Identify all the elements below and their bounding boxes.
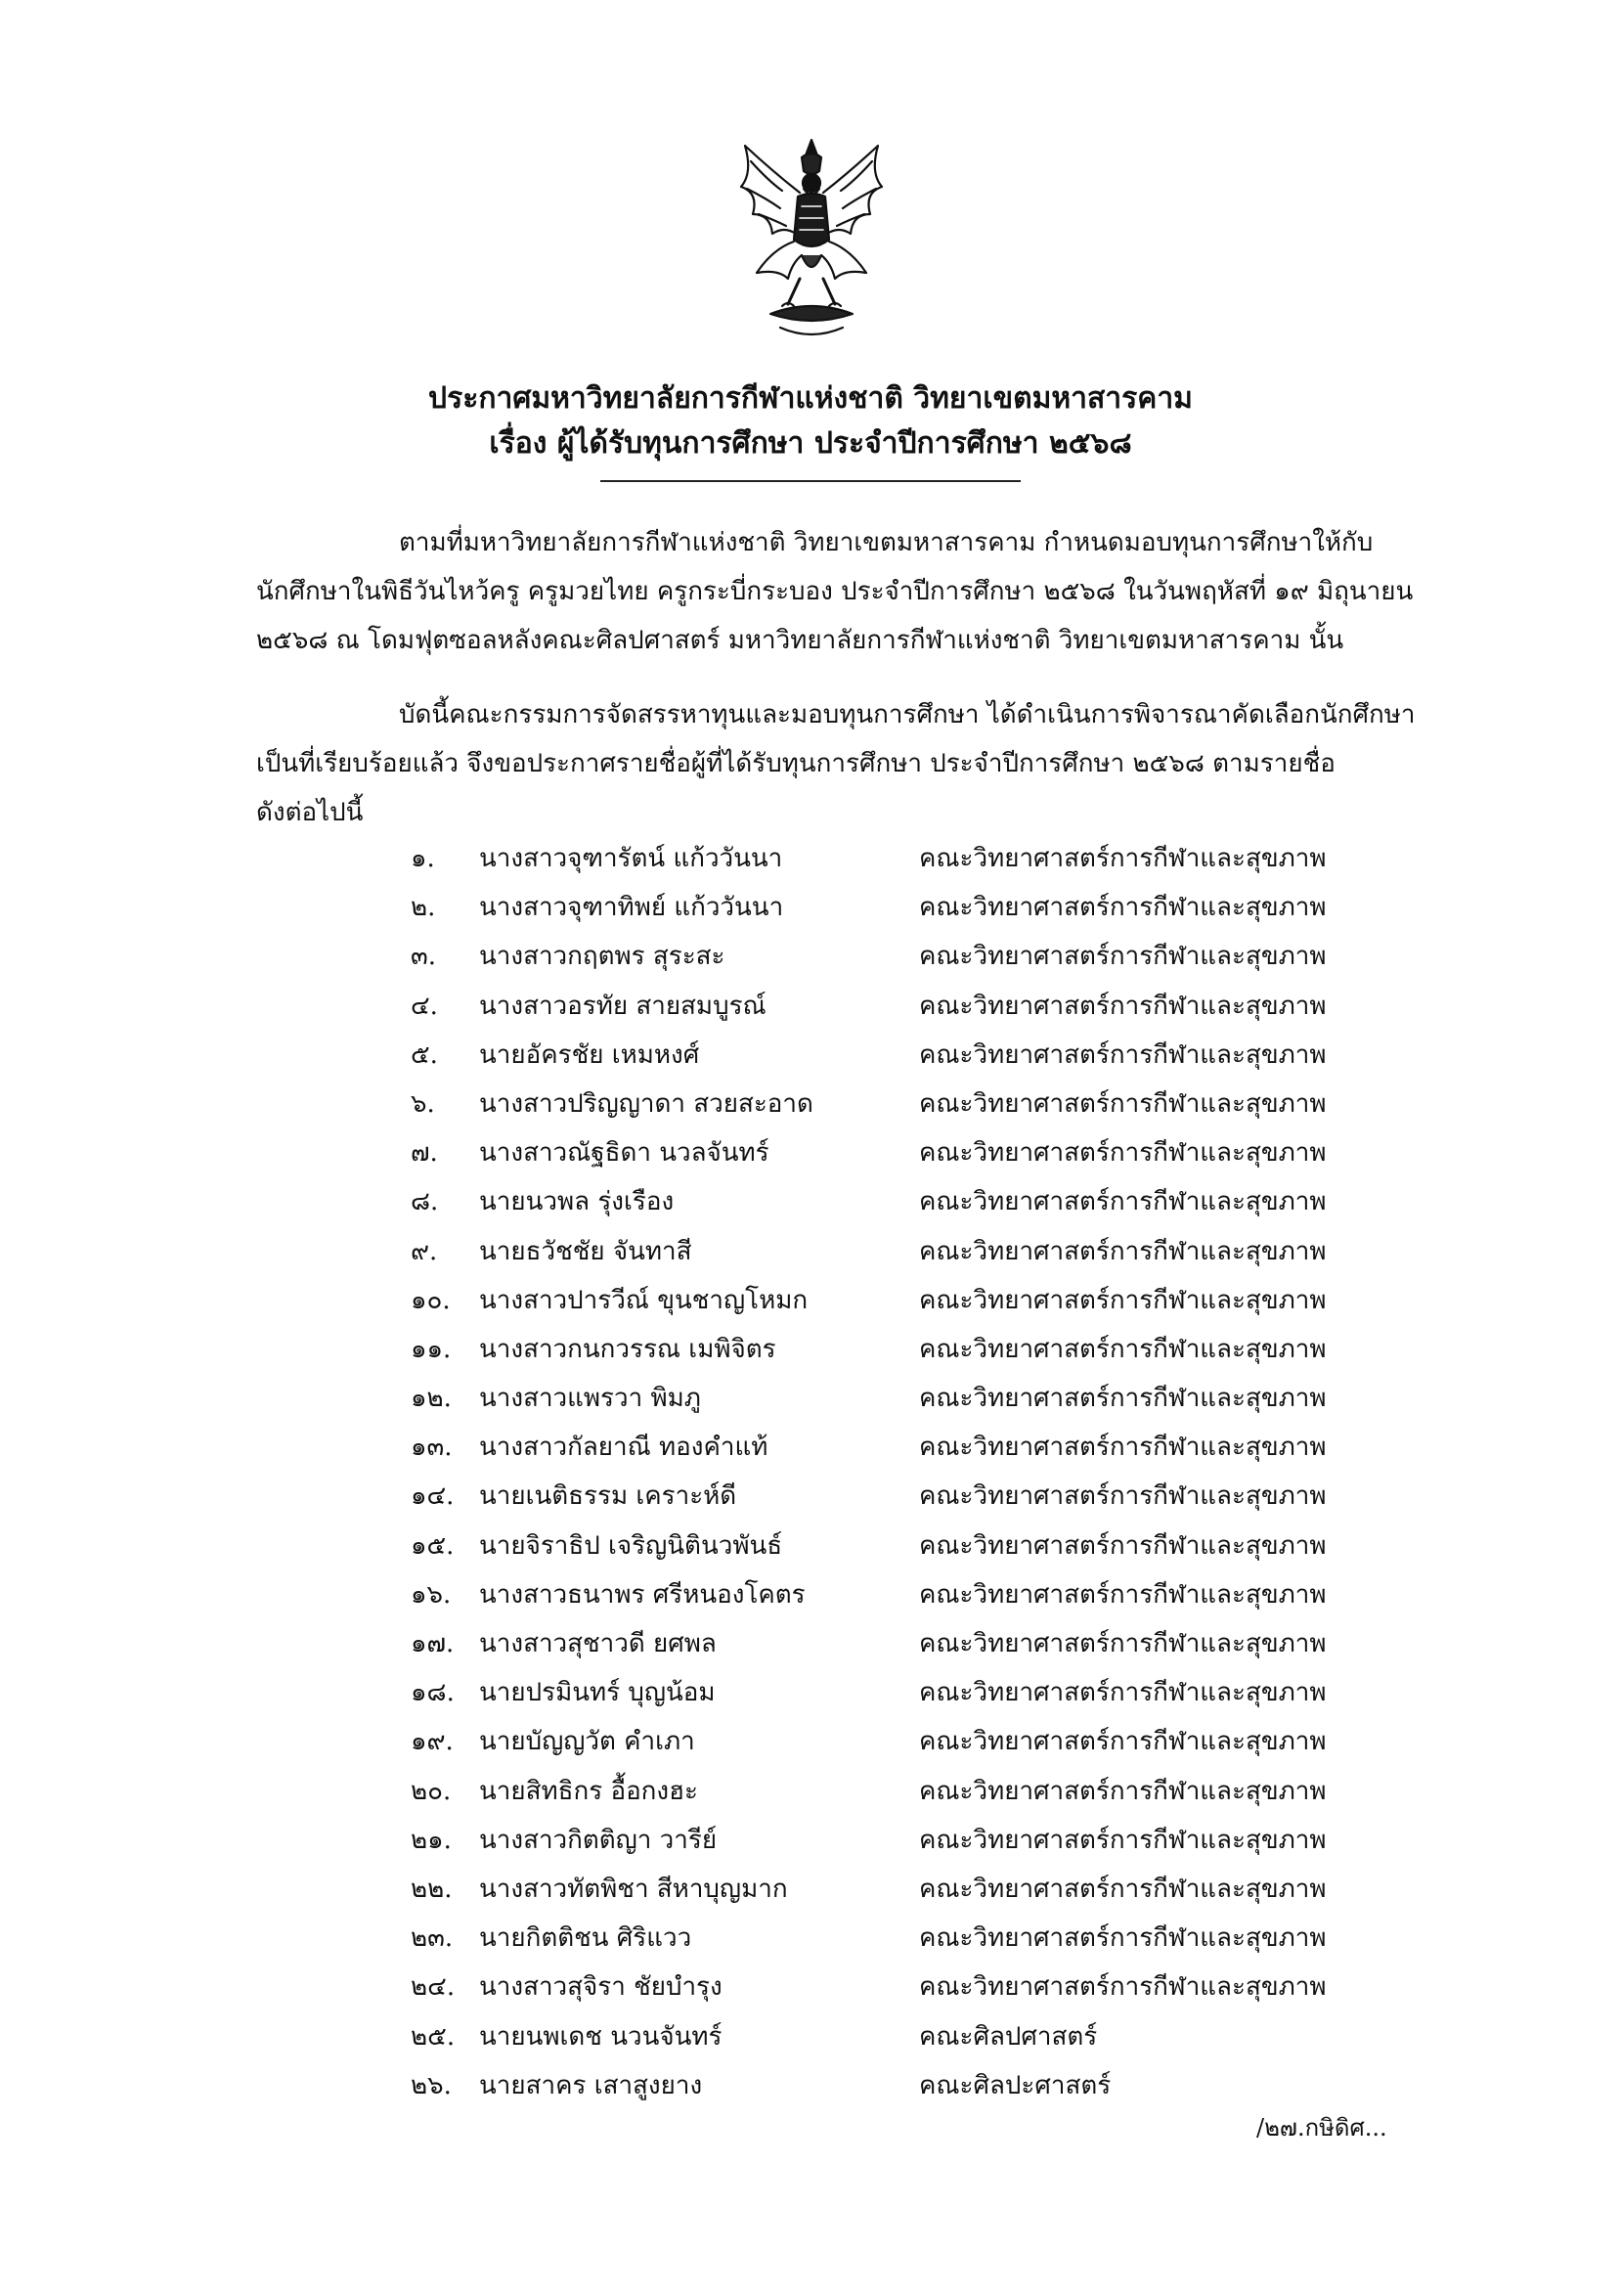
paragraph-1-line: นักศึกษาในพิธีวันไหว้ครู ครูมวยไทย ครูกระบี่กระบอง ประจำปีการศึกษา ๒๕๖๘ ในวันพฤหัสที่ ๑๙ มิถุนายน xyxy=(256,577,1414,606)
recipient-num: ๑๘. xyxy=(411,1678,455,1708)
list-item xyxy=(411,834,1486,883)
paragraph-1-line: ตามที่มหาวิทยาลัยการกีฬาแห่งชาติ วิทยาเขตมหาสารคาม กำหนดมอบทุนการศึกษาให้กับ xyxy=(399,528,1374,557)
recipient-num: ๖. xyxy=(411,1088,435,1119)
recipient-faculty: คณะวิทยาศาสตร์การกีฬาและสุขภาพ xyxy=(919,1187,1327,1217)
list-item xyxy=(411,1177,1486,1226)
recipient-num: ๑๙. xyxy=(411,1727,454,1757)
list-item xyxy=(411,883,1486,932)
recipient-faculty: คณะวิทยาศาสตร์การกีฬาและสุขภาพ xyxy=(919,1334,1327,1364)
recipient-name: นางสาวกฤตพร สุระสะ xyxy=(479,942,725,972)
paragraph-2-line: เป็นที่เรียบร้อยแล้ว จึงขอประกาศรายชื่อผู้ที่ได้รับทุนการศึกษา ประจำปีการศึกษา ๒๕๖๘ ตามรายชื่อ xyxy=(256,749,1336,778)
list-item xyxy=(411,1276,1486,1325)
recipient-name: นางสาวทัตพิชา สีหาบุญมาก xyxy=(479,1874,788,1904)
recipient-name: นายปรมินทร์ บุญน้อม xyxy=(479,1678,716,1708)
announcement-title xyxy=(0,376,1621,482)
recipient-name: นางสาวปารวีณ์ ขุนชาญโหมก xyxy=(479,1285,809,1315)
recipient-name: นายกิตติชน ศิริแวว xyxy=(479,1923,692,1954)
paragraph-2 xyxy=(256,690,1468,837)
recipient-name: นายนวพล รุ่งเรือง xyxy=(479,1187,675,1217)
recipient-faculty: คณะวิทยาศาสตร์การกีฬาและสุขภาพ xyxy=(919,1384,1327,1414)
recipient-faculty: คณะวิทยาศาสตร์การกีฬาและสุขภาพ xyxy=(919,1678,1327,1708)
recipient-num: ๒๓. xyxy=(411,1923,454,1954)
recipient-num: ๘. xyxy=(411,1187,439,1217)
recipient-faculty: คณะวิทยาศาสตร์การกีฬาและสุขภาพ xyxy=(919,1825,1327,1855)
list-item xyxy=(411,1767,1486,1816)
recipient-faculty: คณะวิทยาศาสตร์การกีฬาและสุขภาพ xyxy=(919,1530,1327,1561)
recipient-faculty: คณะวิทยาศาสตร์การกีฬาและสุขภาพ xyxy=(919,1972,1327,2003)
recipient-name: นางสาวปริญญาดา สวยสะอาด xyxy=(479,1088,813,1119)
list-item xyxy=(411,2012,1486,2061)
recipient-name: นายนพเดช นวนจันทร์ xyxy=(479,2021,723,2052)
recipient-num: ๒๑. xyxy=(411,1825,452,1855)
recipient-faculty: คณะศิลปะศาสตร์ xyxy=(919,2070,1112,2100)
recipient-faculty: คณะวิทยาศาสตร์การกีฬาและสุขภาพ xyxy=(919,1285,1327,1315)
list-item xyxy=(411,1816,1486,1865)
recipient-num: ๑๒. xyxy=(411,1384,452,1414)
recipient-name: นางสาวสุชาวดี ยศพล xyxy=(479,1629,717,1658)
recipient-num: ๑. xyxy=(411,844,435,873)
recipient-name: นายอัครชัย เหมหงศ์ xyxy=(479,1039,700,1070)
recipient-faculty: คณะวิทยาศาสตร์การกีฬาและสุขภาพ xyxy=(919,1088,1327,1119)
recipient-num: ๑๗. xyxy=(411,1629,455,1658)
recipient-num: ๒๕. xyxy=(411,2021,456,2052)
recipient-name: นายสิทธิกร อื้อกงฮะ xyxy=(479,1776,698,1806)
paragraph-2-line: บัดนี้คณะกรรมการจัดสรรหาทุนและมอบทุนการศึกษา ได้ดำเนินการพิจารณาคัดเลือกนักศึกษา xyxy=(399,700,1416,729)
recipient-num: ๑๕. xyxy=(411,1530,455,1561)
recipient-num: ๒๐. xyxy=(411,1776,452,1806)
recipient-faculty: คณะวิทยาศาสตร์การกีฬาและสุขภาพ xyxy=(919,844,1327,873)
recipient-num: ๒๒. xyxy=(411,1874,453,1904)
recipient-num: ๕. xyxy=(411,1039,438,1070)
recipient-name: นายธวัชชัย จันทาสี xyxy=(479,1236,692,1266)
recipient-faculty: คณะวิทยาศาสตร์การกีฬาและสุขภาพ xyxy=(919,1579,1327,1610)
paragraph-1 xyxy=(256,518,1468,665)
list-item xyxy=(411,1914,1486,1963)
recipient-name: นางสาวจุฑาทิพย์ แก้ววันนา xyxy=(479,893,784,923)
recipient-num: ๑๖. xyxy=(411,1579,452,1610)
list-item xyxy=(411,1865,1486,1914)
recipient-num: ๒. xyxy=(411,893,436,923)
list-item xyxy=(411,1080,1486,1128)
list-item xyxy=(411,1619,1486,1668)
recipient-name: นางสาวธนาพร ศรีหนองโคตร xyxy=(479,1579,806,1610)
recipient-num: ๑๔. xyxy=(411,1481,455,1512)
list-item xyxy=(411,1423,1486,1472)
recipient-num: ๑๓. xyxy=(411,1433,453,1463)
recipient-name: นางสาวณัฐธิดา นวลจันทร์ xyxy=(479,1138,769,1169)
recipient-faculty: คณะวิทยาศาสตร์การกีฬาและสุขภาพ xyxy=(919,1138,1327,1169)
recipient-num: ๒๖. xyxy=(411,2070,452,2100)
recipient-num: ๗. xyxy=(411,1138,438,1169)
recipient-name: นางสาวกิตติญา วารีย์ xyxy=(479,1825,718,1855)
recipient-name: นางสาวอรทัย สายสมบูรณ์ xyxy=(479,991,767,1021)
title-divider xyxy=(600,480,1021,482)
recipient-faculty: คณะศิลปศาสตร์ xyxy=(919,2021,1098,2052)
recipient-faculty: คณะวิทยาศาสตร์การกีฬาและสุขภาพ xyxy=(919,942,1327,972)
recipient-faculty: คณะวิทยาศาสตร์การกีฬาและสุขภาพ xyxy=(919,1629,1327,1658)
recipient-faculty: คณะวิทยาศาสตร์การกีฬาและสุขภาพ xyxy=(919,1727,1327,1757)
continuation-note: /๒๗.กษิดิศ... xyxy=(1256,2114,1387,2141)
recipient-num: ๒๔. xyxy=(411,1972,456,2003)
recipient-num: ๓. xyxy=(411,942,437,972)
recipient-faculty: คณะวิทยาศาสตร์การกีฬาและสุขภาพ xyxy=(919,1039,1327,1070)
recipient-faculty: คณะวิทยาศาสตร์การกีฬาและสุขภาพ xyxy=(919,1874,1327,1904)
recipient-name: นางสาวแพรวา พิมภู xyxy=(479,1384,701,1414)
recipient-name: นางสาวกนกวรรณ เมพิจิตร xyxy=(479,1334,776,1364)
list-item xyxy=(411,1031,1486,1080)
list-item xyxy=(411,1963,1486,2011)
recipient-list xyxy=(411,834,1486,2110)
list-item xyxy=(411,1668,1486,1717)
recipient-faculty: คณะวิทยาศาสตร์การกีฬาและสุขภาพ xyxy=(919,1236,1327,1266)
recipient-faculty: คณะวิทยาศาสตร์การกีฬาและสุขภาพ xyxy=(919,1776,1327,1806)
title-line-1: ประกาศมหาวิทยาลัยการกีฬาแห่งชาติ วิทยาเขตมหาสารคาม xyxy=(428,381,1193,416)
recipient-name: นายเนติธรรม เคราะห์ดี xyxy=(479,1481,737,1512)
recipient-faculty: คณะวิทยาศาสตร์การกีฬาและสุขภาพ xyxy=(919,893,1327,923)
recipient-num: ๑๑. xyxy=(411,1334,452,1364)
list-item xyxy=(411,1374,1486,1423)
list-item xyxy=(411,1522,1486,1570)
list-item xyxy=(411,932,1486,981)
recipient-name: นางสาวกัลยาณี ทองคำแท้ xyxy=(479,1433,768,1463)
recipient-name: นายสาคร เสาสูงยาง xyxy=(479,2070,703,2100)
recipient-faculty: คณะวิทยาศาสตร์การกีฬาและสุขภาพ xyxy=(919,1923,1327,1954)
title-line-2: เรื่อง ผู้ได้รับทุนการศึกษา ประจำปีการศึกษา ๒๕๖๘ xyxy=(489,426,1132,461)
list-item xyxy=(411,2061,1486,2110)
list-item xyxy=(411,982,1486,1031)
recipient-name: นายจิราธิป เจริญนิตินวพันธ์ xyxy=(479,1530,783,1561)
recipient-name: นายบัญญวัต คำเภา xyxy=(479,1727,695,1757)
list-item xyxy=(411,1227,1486,1276)
recipient-num: ๙. xyxy=(411,1236,438,1266)
recipient-name: นางสาวจุฑารัตน์ แก้ววันนา xyxy=(479,844,783,873)
garuda-emblem-icon xyxy=(723,132,899,347)
paragraph-1-line: ๒๕๖๘ ณ โดมฟุตซอลหลังคณะศิลปศาสตร์ มหาวิทยาลัยการกีฬาแห่งชาติ วิทยาเขตมหาสารคาม นั้น xyxy=(256,626,1344,655)
recipient-num: ๑๐. xyxy=(411,1285,451,1315)
recipient-num: ๔. xyxy=(411,991,438,1021)
list-item xyxy=(411,1570,1486,1619)
recipient-name: นางสาวสุจิรา ชัยบำรุง xyxy=(479,1972,723,2003)
list-item xyxy=(411,1128,1486,1177)
list-item xyxy=(411,1472,1486,1521)
paragraph-2-line: ดังต่อไปนี้ xyxy=(256,798,364,827)
recipient-faculty: คณะวิทยาศาสตร์การกีฬาและสุขภาพ xyxy=(919,1481,1327,1512)
recipient-faculty: คณะวิทยาศาสตร์การกีฬาและสุขภาพ xyxy=(919,991,1327,1021)
recipient-faculty: คณะวิทยาศาสตร์การกีฬาและสุขภาพ xyxy=(919,1433,1327,1463)
list-item xyxy=(411,1325,1486,1374)
list-item xyxy=(411,1717,1486,1766)
